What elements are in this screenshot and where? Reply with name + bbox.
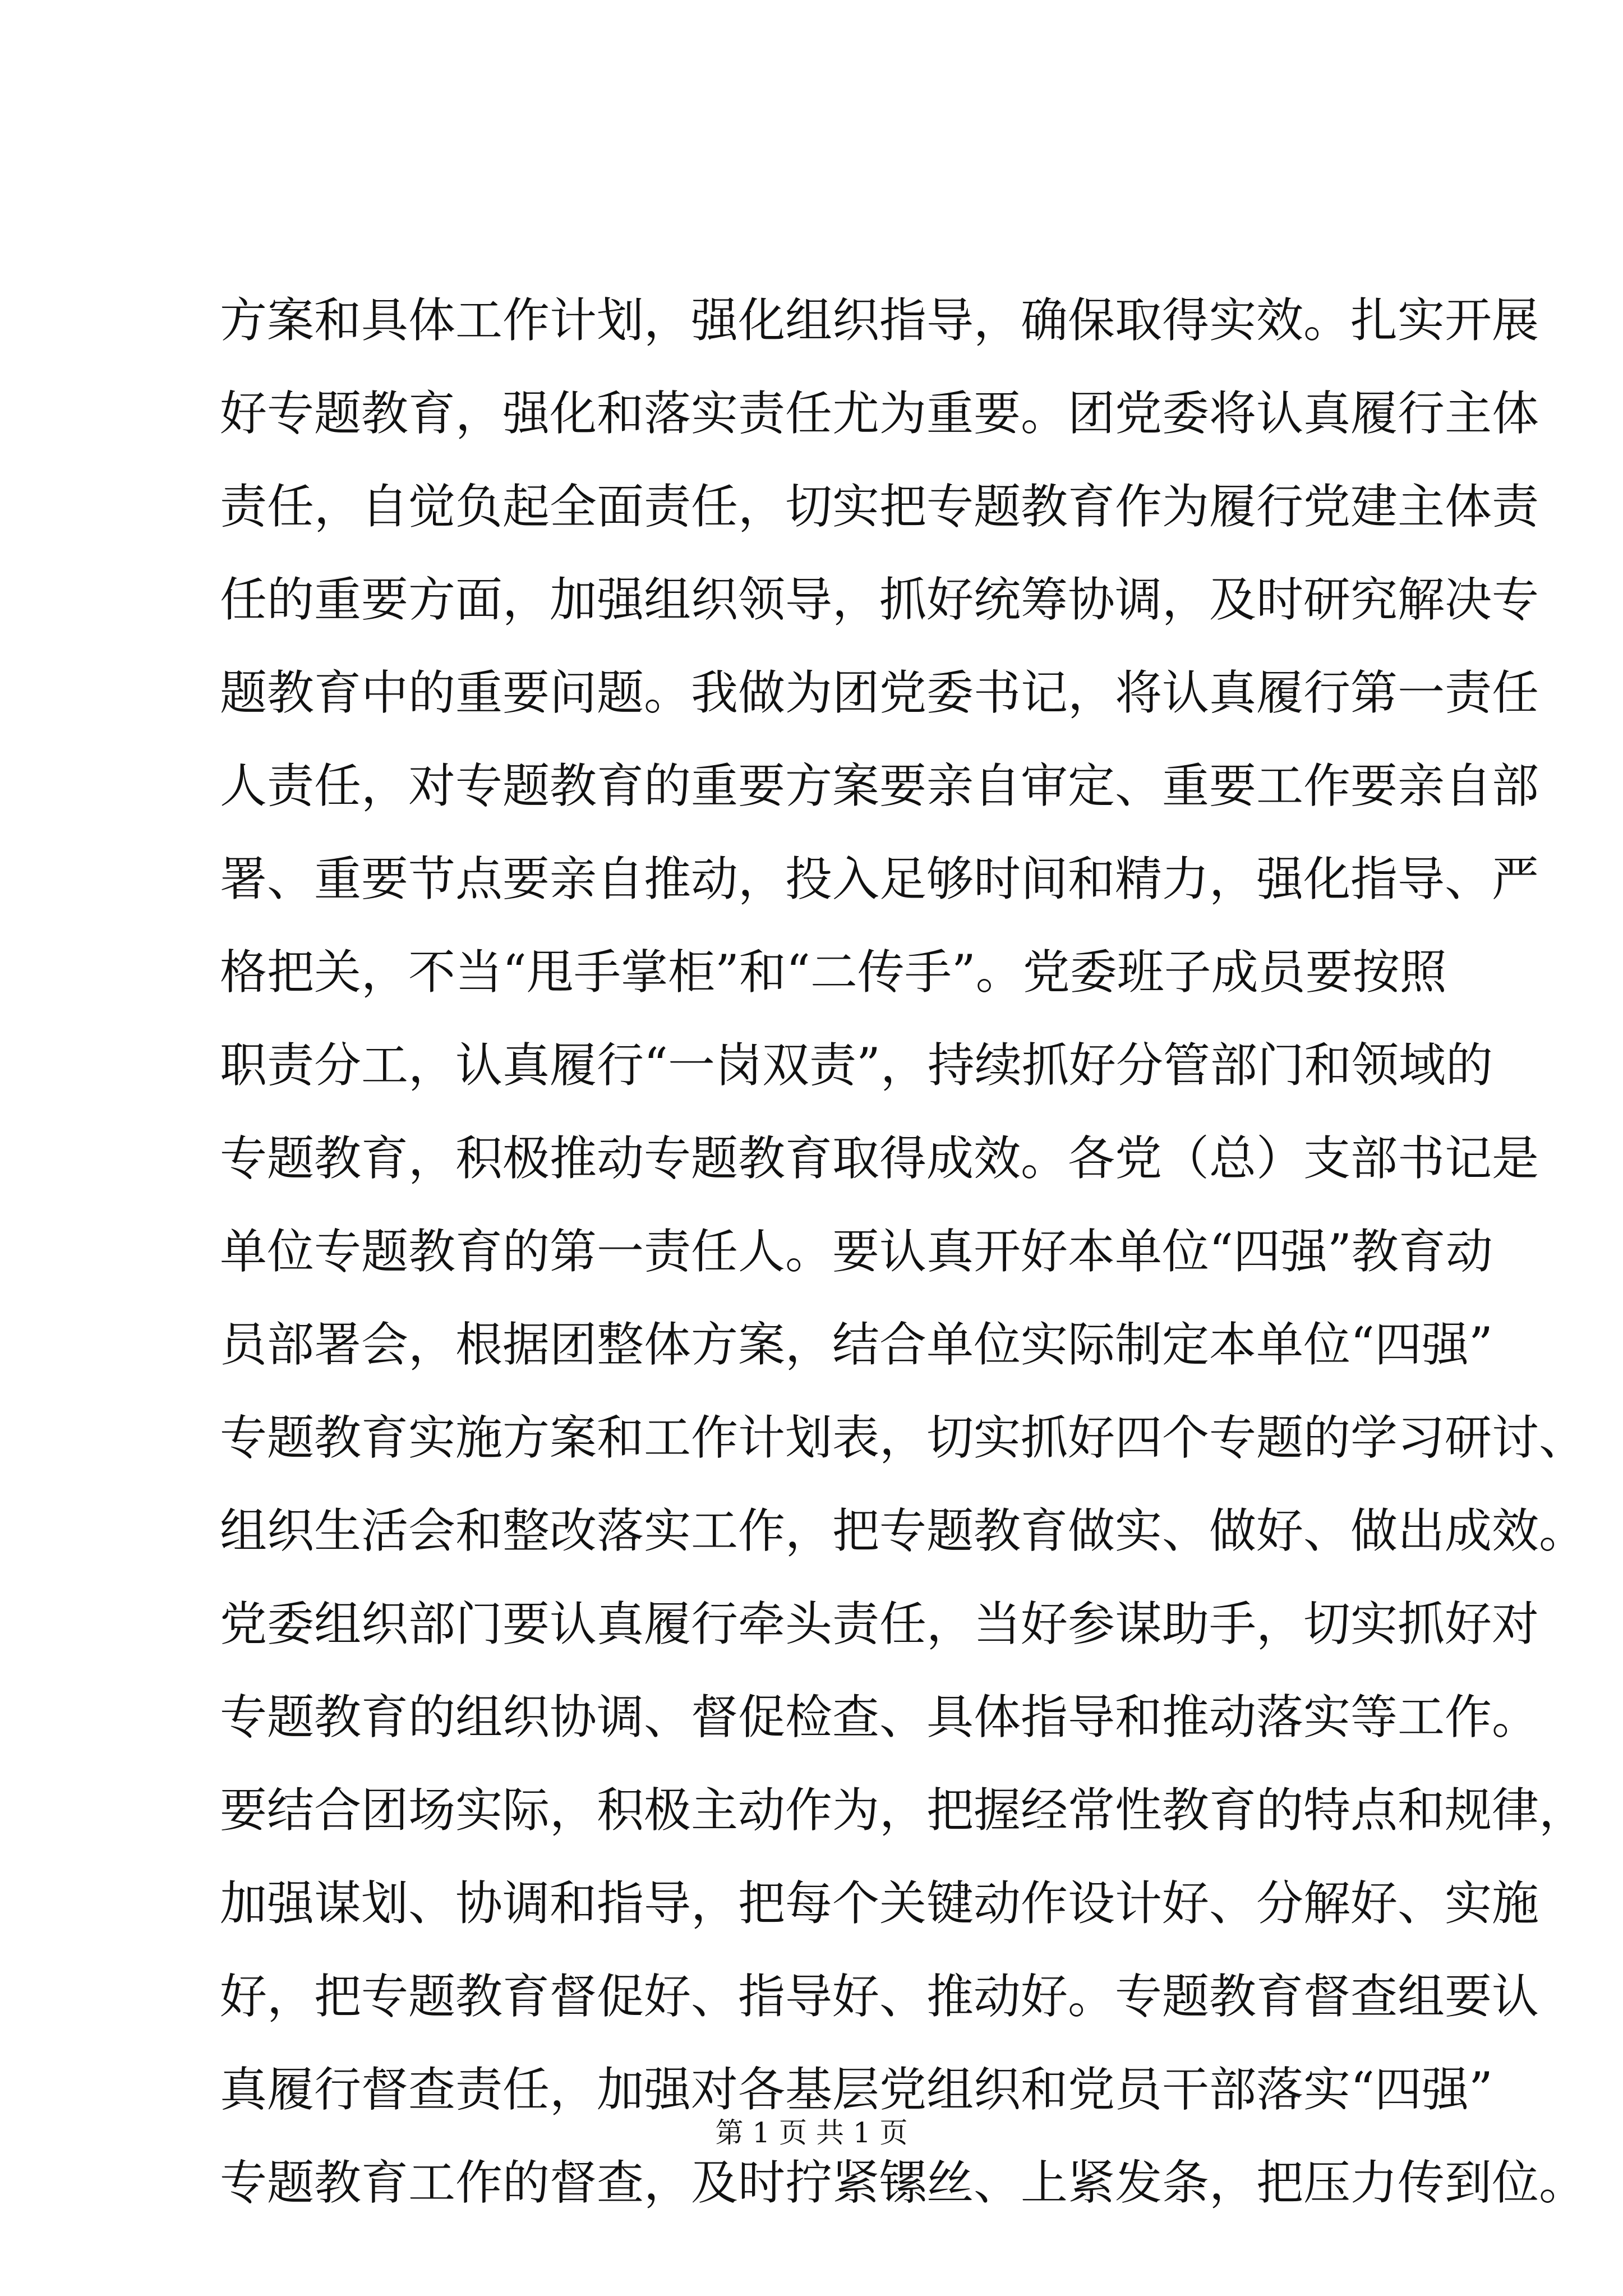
text-line-9: 职责分工，认真履行“一岗双责”，持续抓好分管部门和领域的	[220, 1038, 1493, 1093]
text-line-18: 加强谋划、协调和指导，把每个关键动作设计好、分解好、实施	[220, 1876, 1539, 1931]
text-line-19: 好，把专题教育督促好、指导好、推动好。专题教育督查组要认	[220, 1969, 1539, 2024]
text-line-16: 专题教育的组织协调、督促检查、具体指导和推动落实等工作。	[220, 1690, 1539, 1745]
text-line-20: 真履行督查责任，加强对各基层党组织和党员干部落实“四强”	[220, 2062, 1493, 2117]
text-line-14: 组织生活会和整改落实工作，把专题教育做实、做好、做出成效。	[220, 1503, 1587, 1558]
text-line-1: 方案和具体工作计划，强化组织指导，确保取得实效。扎实开展	[220, 293, 1539, 348]
text-line-11: 单位专题教育的第一责任人。要认真开好本单位“四强”教育动	[220, 1224, 1493, 1279]
body-text	[220, 274, 1587, 2229]
text-line-5: 题教育中的重要问题。我做为团党委书记，将认真履行第一责任	[220, 665, 1539, 720]
text-line-8: 格把关，不当“甩手掌柜”和“二传手”。党委班子成员要按照	[220, 945, 1447, 1000]
text-line-2: 好专题教育，强化和落实责任尤为重要。团党委将认真履行主体	[220, 386, 1539, 441]
page-number-label: 第 1 页 共 1 页	[715, 2116, 908, 2149]
text-line-4: 任的重要方面，加强组织领导，抓好统筹协调，及时研究解决专	[220, 572, 1539, 627]
text-line-17: 要结合团场实际，积极主动作为，把握经常性教育的特点和规律，	[220, 1783, 1587, 1838]
text-line-13: 专题教育实施方案和工作计划表，切实抓好四个专题的学习研讨、	[220, 1410, 1587, 1465]
text-line-7: 署、重要节点要亲自推动，投入足够时间和精力，强化指导、严	[220, 852, 1539, 907]
text-line-6: 人责任，对专题教育的重要方案要亲自审定、重要工作要亲自部	[220, 758, 1539, 813]
text-line-3: 责任，自觉负起全面责任，切实把专题教育作为履行党建主体责	[220, 479, 1539, 534]
text-line-15: 党委组织部门要认真履行牵头责任，当好参谋助手，切实抓好对	[220, 1596, 1539, 1651]
text-line-12: 员部署会，根据团整体方案，结合单位实际制定本单位“四强”	[220, 1317, 1493, 1372]
page-footer	[0, 2116, 1623, 2150]
text-line-10: 专题教育，积极推动专题教育取得成效。各党（总）支部书记是	[220, 1131, 1539, 1186]
text-line-21: 专题教育工作的督查，及时拧紧镙丝、上紧发条，把压力传到位。	[220, 2155, 1587, 2210]
